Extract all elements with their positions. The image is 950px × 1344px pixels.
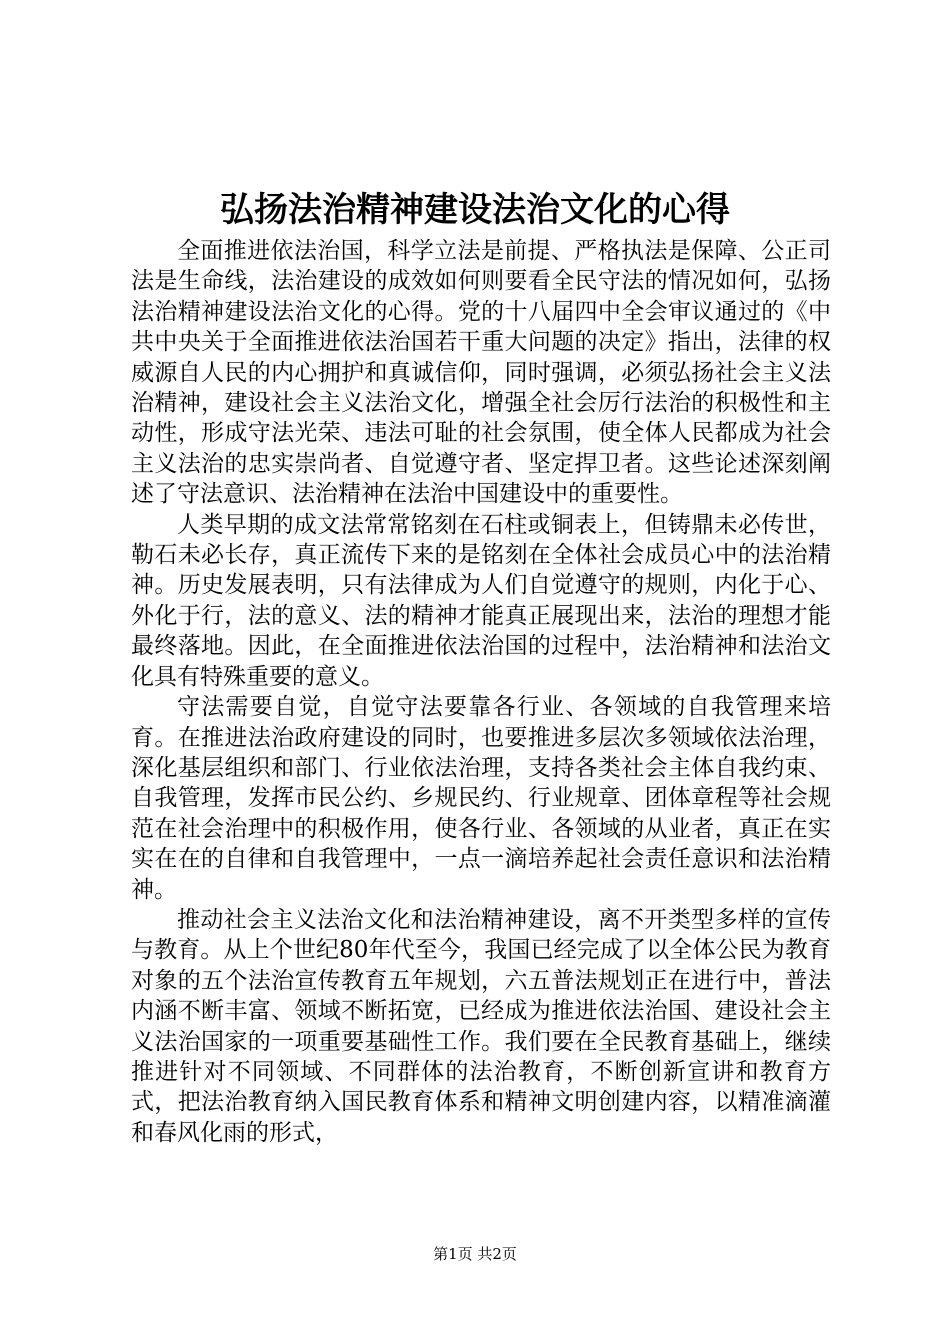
page-number-footer: 第1页 共2页: [433, 1245, 517, 1263]
paragraph-2: 人类早期的成文法常常铭刻在石柱或铜表上，但铸鼎未必传世，勒石未必长存，真正流传下来的是铭刻在全体社会成员心中的法治精神。历史发展表明，只有法律成为人们自觉遵守的规则，内化于心、外化于行，法的意义、法的精神才能真正展现出来，法治的理想才能最终落地。因此，在全面推进依法治国的过程中，法治精神和法治文化具有特殊重要的意义。: [131, 511, 831, 690]
paragraph-1: 全面推进依法治国，科学立法是前提、严格执法是保障、公正司法是生命线，法治建设的成效如何则要看全民守法的情况如何，弘扬法治精神建设法治文化的心得。党的十八届四中全会审议通过的《中共中央关于全面推进依法治国若干重大问题的决定》指出，法律的权威源自人民的内心拥护和真诚信仰，同时强调，必须弘扬社会主义法治精神，建设社会主义法治文化，增强全社会厉行法治的积极性和主动性，形成守法光荣、违法可耻的社会氛围，使全体人民都成为社会主义法治的忠实崇尚者、自觉遵守者、坚定捍卫者。这些论述深刻阐述了守法意识、法治精神在法治中国建设中的重要性。: [131, 238, 831, 508]
document-title: 弘扬法治精神建设法治文化的心得: [220, 190, 730, 230]
paragraph-4: 推动社会主义法治文化和法治精神建设，离不开类型多样的宣传与教育。从上个世纪80年代至今，我国已经完成了以全体公民为教育对象的五个法治宣传教育五年规划，六五普法规划正在进行中，普法内涵不断丰富、领域不断拓宽，已经成为推进依法治国、建设社会主义法治国家的一项重要基础性工作。我们要在全民教育基础上，继续推进针对不同领域、不同群体的法治教育，不断创新宣讲和教育方式，把法治教育纳入国民教育体系和精神文明创建内容，以精准滴灌和春风化雨的形式，: [131, 906, 831, 1146]
paragraph-3: 守法需要自觉，自觉守法要靠各行业、各领域的自我管理来培育。在推进法治政府建设的同时，也要推进多层次多领域依法治理，深化基层组织和部门、行业依法治理，支持各类社会主体自我约束、自我管理，发挥市民公约、乡规民约、行业规章、团体章程等社会规范在社会治理中的积极作用，使各行业、各领域的从业者，真正在实实在在的自律和自我管理中，一点一滴培养起社会责任意识和法治精神。: [131, 694, 831, 903]
document-body: [131, 236, 831, 1148]
